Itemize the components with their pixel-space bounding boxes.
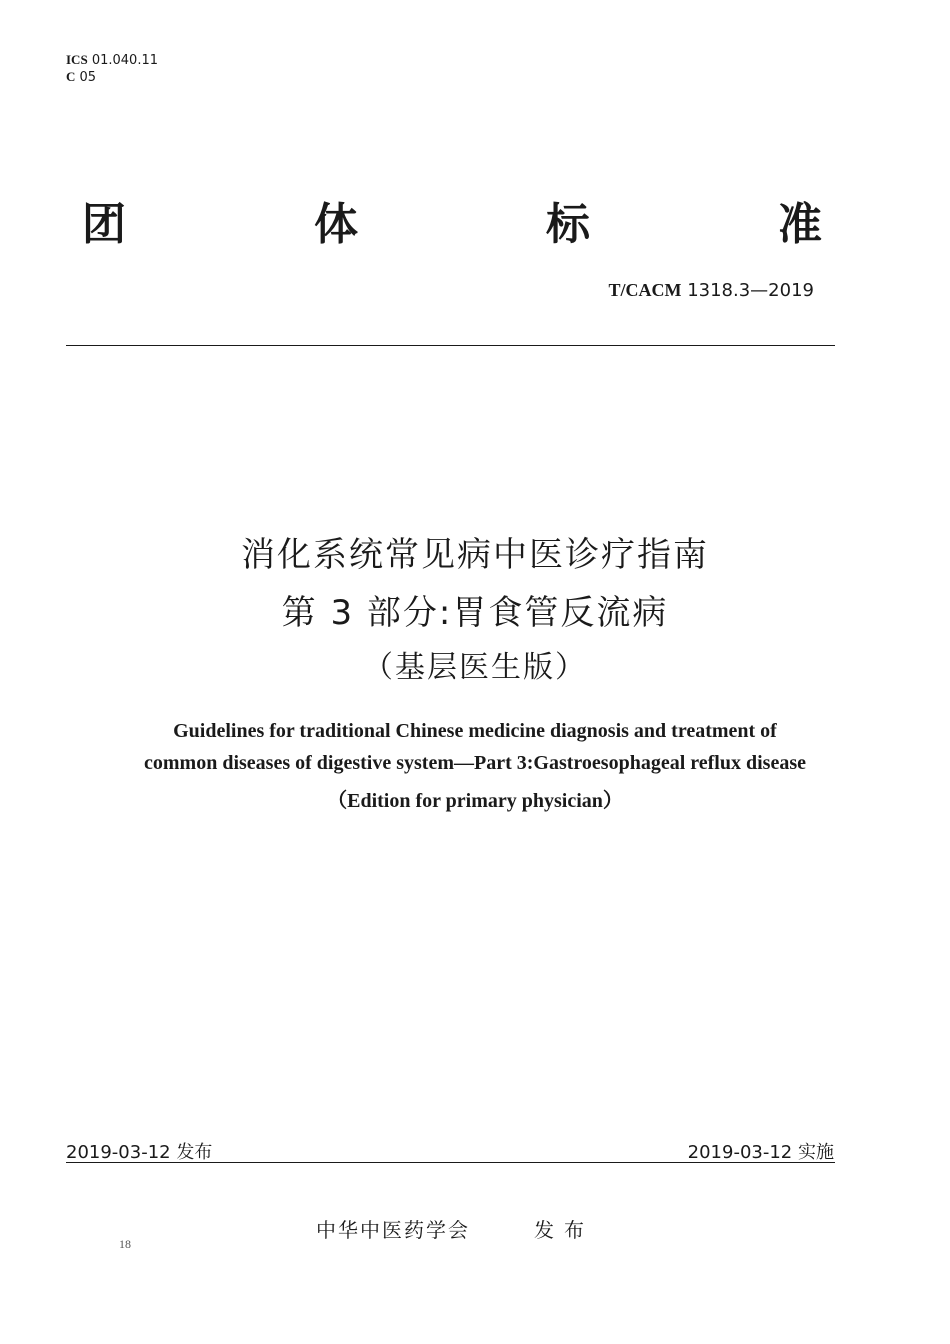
implementation-date: 2019-03-12 实施 bbox=[687, 1142, 834, 1163]
heading-char: 准 bbox=[778, 199, 822, 250]
page-number: 18 bbox=[119, 1237, 131, 1251]
ics-label: ICS bbox=[66, 52, 88, 67]
standard-prefix: T/CACM bbox=[608, 280, 682, 300]
heading-char: 团 bbox=[82, 199, 126, 250]
english-title-line-1: Guidelines for traditional Chinese medicine diagnosis and treatment of bbox=[173, 720, 777, 742]
heading-char: 标 bbox=[546, 199, 590, 250]
english-title-line-3: （Edition for primary physician） bbox=[327, 790, 623, 812]
bottom-divider bbox=[66, 1162, 835, 1163]
ccs-line bbox=[66, 69, 158, 86]
chinese-title-line-2: 第 3 部分:胃食管反流病 bbox=[281, 593, 669, 633]
standard-code: 1318.3—2019 bbox=[687, 280, 814, 301]
top-divider bbox=[66, 345, 835, 346]
chinese-title-line-3: （基层医生版） bbox=[363, 650, 587, 685]
publisher-name: 中华中医药学会 bbox=[316, 1218, 470, 1242]
classification-block bbox=[66, 52, 158, 86]
document-type-heading bbox=[82, 190, 822, 250]
ics-line bbox=[66, 52, 158, 69]
ccs-label: C bbox=[66, 69, 76, 84]
issue-date: 2019-03-12 发布 bbox=[66, 1142, 213, 1163]
publish-label: 发布 bbox=[534, 1218, 594, 1242]
heading-char: 体 bbox=[314, 199, 358, 250]
ics-code: 01.040.11 bbox=[91, 53, 158, 68]
chinese-title-line-1: 消化系统常见病中医诊疗指南 bbox=[241, 535, 709, 575]
standard-number bbox=[608, 280, 814, 301]
ccs-code: 05 bbox=[79, 70, 97, 85]
english-title-line-2: common diseases of digestive system—Part 3:Gastroesophageal reflux disease bbox=[144, 752, 806, 774]
